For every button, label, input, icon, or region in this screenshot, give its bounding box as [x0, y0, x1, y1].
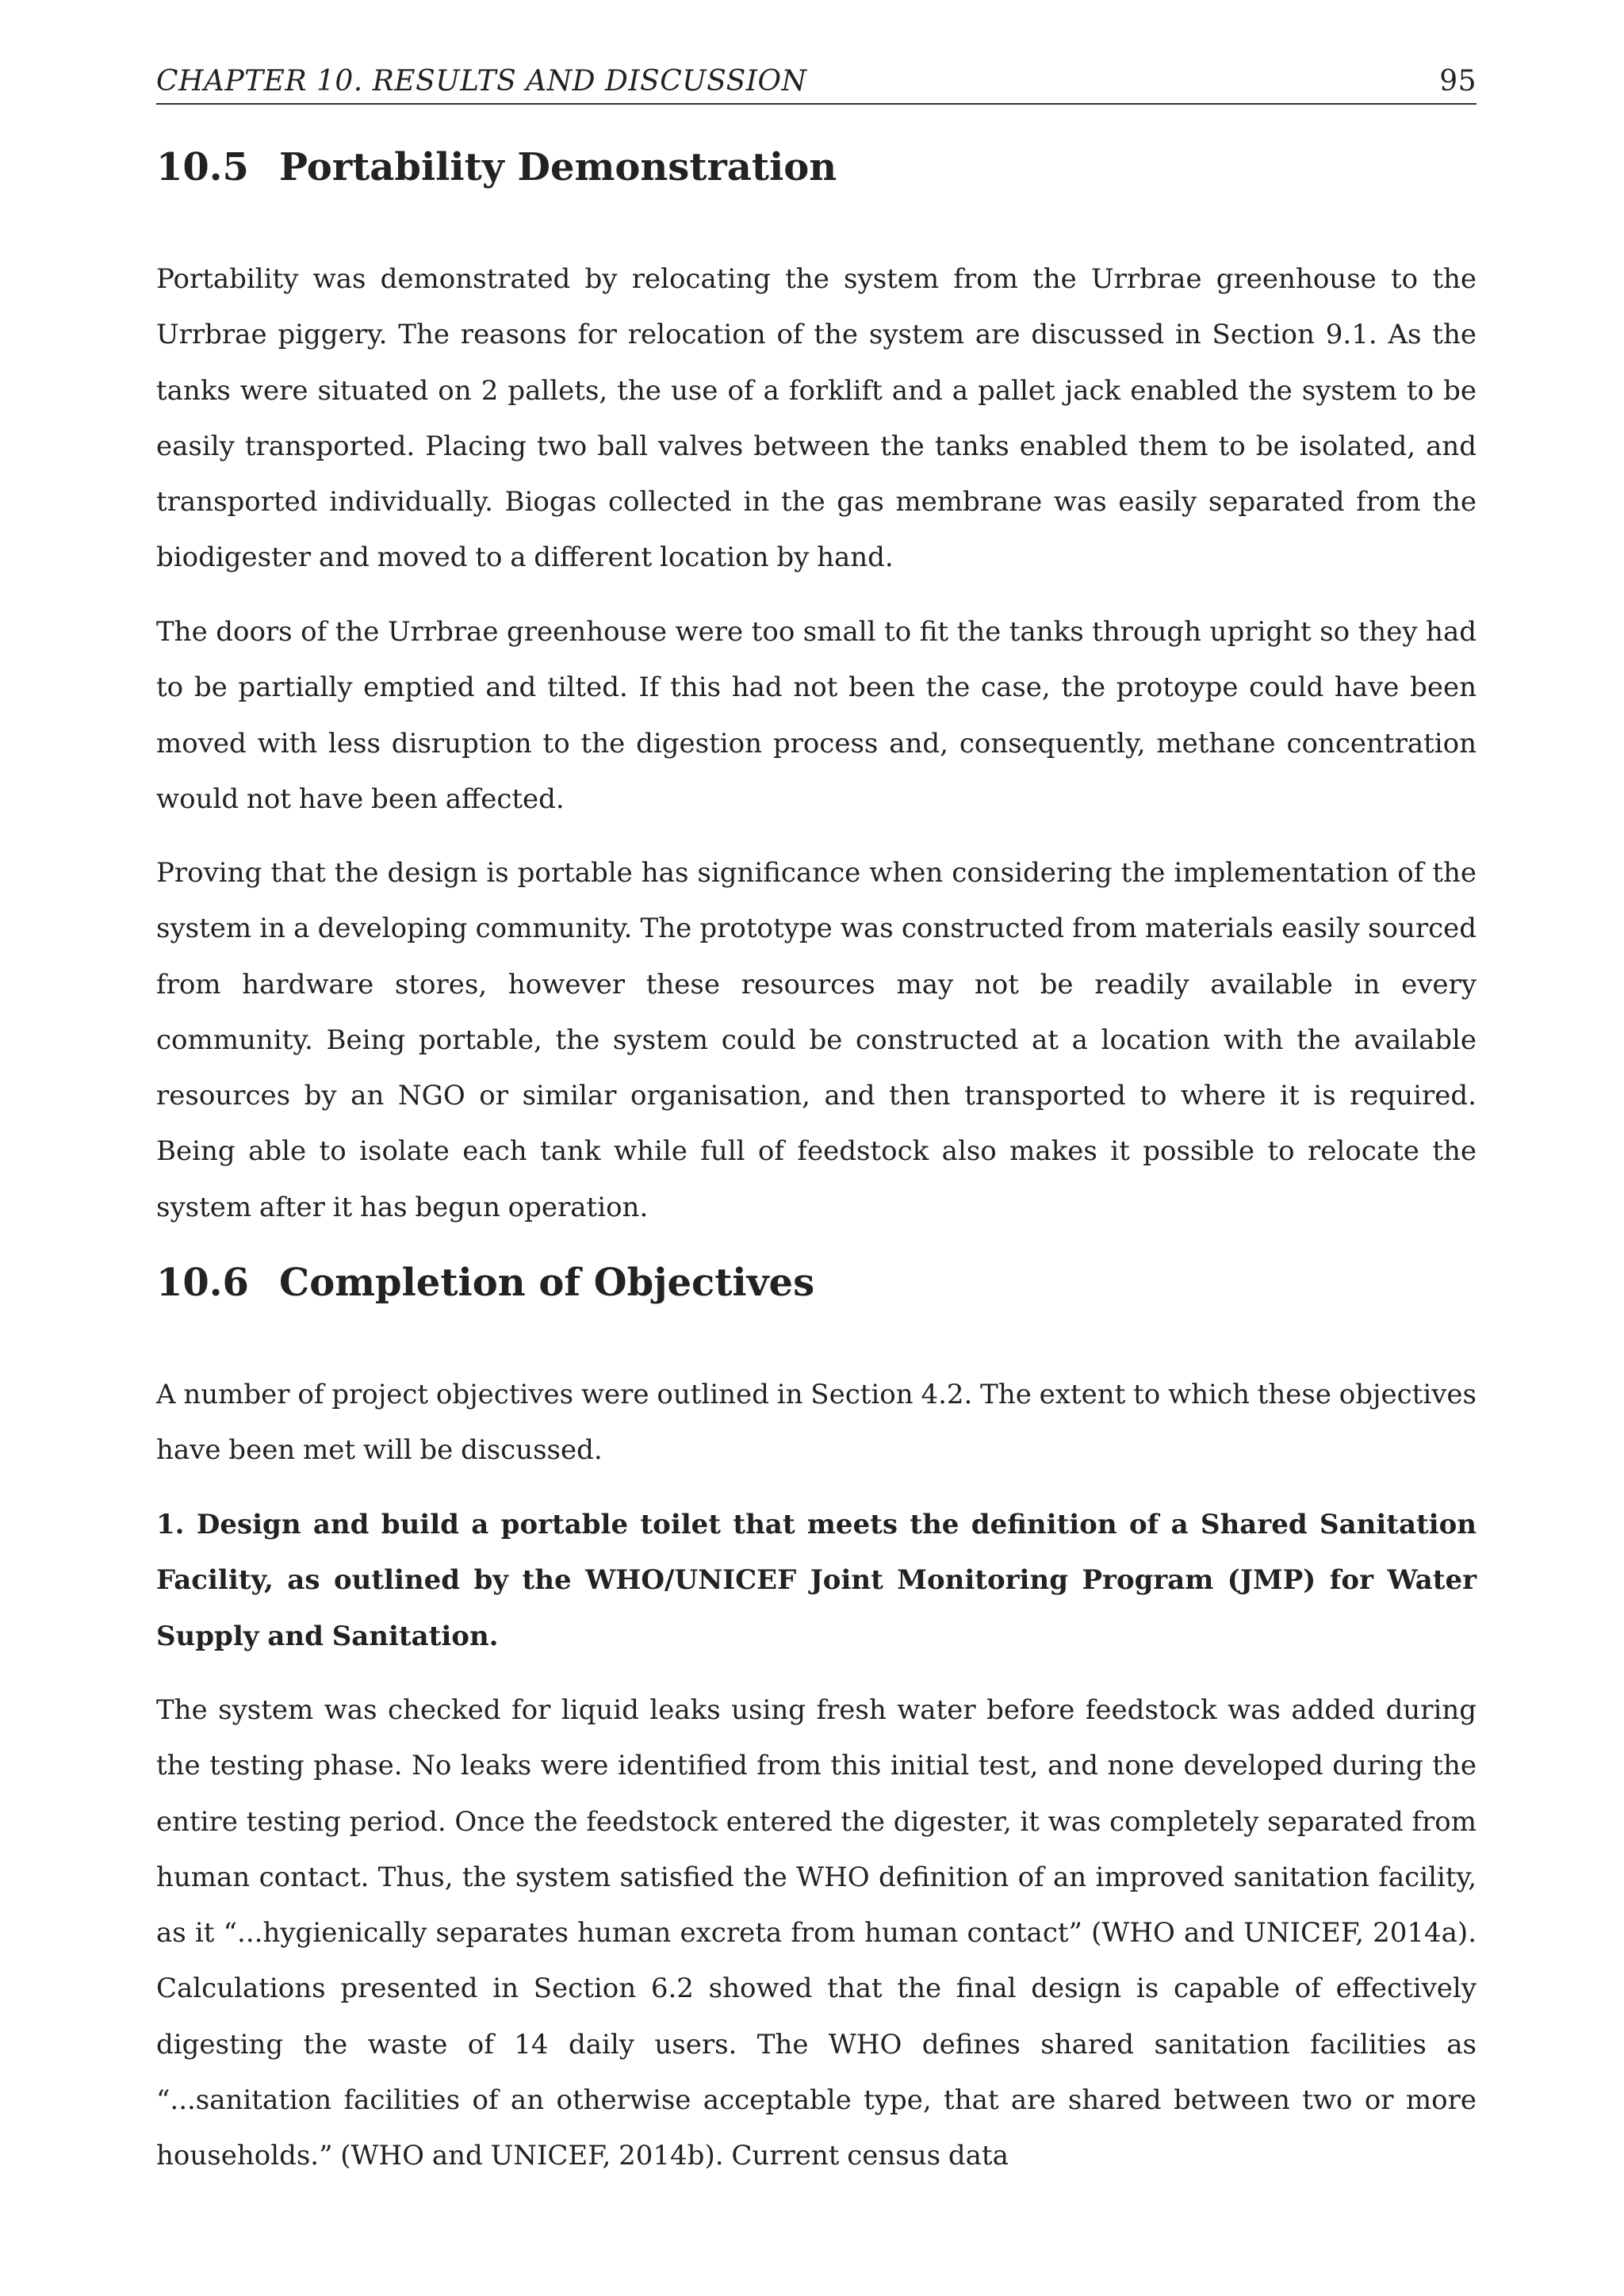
objective-heading: 1. Design and build a portable toilet that meets the definition of a Shared Sanitation Facility, as outlined by the WHO/UNICEF Joint Monitoring Program (JMP) for Water Supply and Sanitation. [156, 1509, 1477, 1652]
paragraph: The system was checked for liquid leaks using fresh water before feedstock was added during the testing phase. No leaks were identified from this initial test, and none developed during the entire testing period. Once the feedstock entered the digester, it was completely separated from human contact. Thus, the system satisfied the WHO definition of an improved sanitation facility, as it “...hygienically separates human excreta from human contact” (WHO and UNICEF, 2014a). Calculations presented in Section 6.2 showed that the final design is capable of effectively digesting the waste of 14 daily users. The WHO defines shared sanitation facilities as “...sanitation facilities of an otherwise acceptable type, that are shared between two or more households.” (WHO and UNICEF, 2014b). Current census data [156, 1694, 1477, 2172]
section-heading-10-6 [156, 1261, 814, 1305]
section-number: 10.5 [156, 145, 249, 189]
section-heading-10-5 [156, 145, 837, 189]
paragraph: A number of project objectives were outlined in Section 4.2. The extent to which these objectives have been met will be discussed. [156, 1379, 1477, 1467]
section-number: 10.6 [156, 1261, 249, 1305]
running-header [156, 63, 1477, 105]
section-title: Completion of Objectives [279, 1261, 815, 1305]
page-number: 95 [1439, 65, 1477, 98]
paragraph: Proving that the design is portable has significance when considering the implementation of the system in a developing community. The prototype was constructed from materials easily sourced from hardware stores, however these resources may not be readily available in every community. Being portable, the system could be constructed at a location with the available resources by an NGO or similar organisation, and then transported to where it is required. Being able to isolate each tank while full of feedstock also makes it possible to relocate the system after it has begun operation. [156, 857, 1477, 1223]
chapter-title: CHAPTER 10. RESULTS AND DISCUSSION [156, 65, 807, 98]
paragraph: The doors of the Urrbrae greenhouse were too small to fit the tanks through upright so they had to be partially emptied and tilted. If this had not been the case, the protoype could have been moved with less disruption to the digestion process and, consequently, methane concentration would not have been affected. [156, 616, 1477, 815]
paragraph: Portability was demonstrated by relocating the system from the Urrbrae greenhouse to the Urrbrae piggery. The reasons for relocation of the system are discussed in Section 9.1. As the tanks were situated on 2 pallets, the use of a forklift and a pallet jack enabled the system to be easily transported. Placing two ball valves between the tanks enabled them to be isolated, and transported individually. Biogas collected in the gas membrane was easily separated from the biodigester and moved to a different location by hand. [156, 263, 1477, 574]
section-title: Portability Demonstration [279, 145, 837, 189]
